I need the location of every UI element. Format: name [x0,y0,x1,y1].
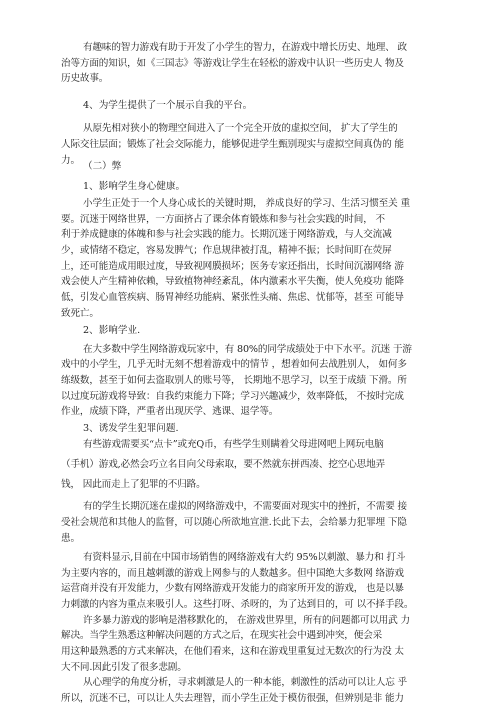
text-line: 少，或情绪不稳定，容易发脾气；作息规律被打乱，精神不振；长时间盯在荧屏 [61,244,392,256]
text-line: 戏会使人产生精神依赖，导致植物神经紊乱，体内激素水平失衡，使人免疫功 能降 [61,276,404,288]
text-line: 历史故事。 [61,73,109,85]
text-line: 作业，成绩下降，严重者出现厌学、逃课、退学等。 [61,406,279,418]
text-line: 有些游戏需要买“点卡”或充Q币，有些学生则瞒着父母进网吧上网玩电脑 [83,438,384,450]
text-line: 小学生正处于一个人身心成长的关键时期， 养成良好的学习、生活习惯至关 重 [83,197,410,209]
text-line: 受社会规范和其他人的监督，可以随心所欲地宣泄.长此下去，会给暴力犯罪埋 下隐 [61,516,407,528]
text-line: 用这种最熟悉的方式来解决，在他们看来，这和在游戏里重复过无数次的行为没 太 [61,646,404,657]
text-line: 力刺激的内容为重点来吸引人。这些打呀、杀呀的，为了达到目的，可 以不择手段。 [61,598,414,610]
section-heading: （二）弊 [83,161,122,172]
text-line: 解决。当学生熟悉这种解决问题的方式之后，在现实社会中遇到冲突，便会采 [61,630,383,642]
text-line: 有趣味的智力游戏有助于开发了小学生的智力，在游戏中增长历史、地理、 政 [83,42,407,53]
text-line: 练级数，甚至于如何去盗取别人的账号等， 长期地不思学习，以至于成绩 下滑。所 [61,374,407,386]
text-line: 以过度玩游戏将导致：自我约束能力下降；学习兴趣减少，效率降低， 不按时完成 [61,390,404,402]
section-heading: 1、影响学生身心健康。 [83,181,186,193]
text-line: 钱， 因此而走上了犯罪的不归路。 [61,479,206,491]
text-line: 在大多数中学生网络游戏玩家中，有 80%的同学成绩处于中下水平。沉迷 于游 [83,343,412,355]
text-line: 有的学生长期沉迷在虚拟的网络游戏中，不需要面对现实中的挫折，不需要 接 [83,501,407,513]
section-heading: 2、影响学业. [83,325,141,337]
text-line: 要。沉迷于网络世界，一方面挤占了课余体育锻炼和参与社会实践的时间， 不 [61,213,385,225]
text-line: （手机）游戏,必然会巧立名目向父母索取，要不然就东拼西凑、挖空心思地弄 [61,458,385,470]
text-line: 利于养成健康的体魄和参与社会实践的能力。长期沉迷于网络游戏，与人交流减 [61,229,392,241]
text-line: 从心理学的角度分析，寻求刺激是人的一种本能，刺激性的活动可以让人忘 乎 [83,677,407,689]
text-line: 许多暴力游戏的影响是潜移默化的， 在游戏世界里，所有的问题都可以用武 力 [83,614,410,626]
text-line: 低，引发心血管疾病、肠胃神经功能病、紧张性头痛、焦虑、忧郁等，甚至 可能导 [61,291,404,303]
text-line: 致死亡。 [61,307,99,319]
text-line: 人际交往层面；锻炼了社会交际能力，能够促进学生甄别现实与虚拟空间真伪的 能 [61,138,404,150]
text-line: 力。 [61,154,80,166]
section-heading: 3、诱发学生犯罪问题. [83,422,179,434]
text-line: 戏中的小学生，几乎无时无刻不想着游戏中的情节 ，想着如何去战胜别人， 如何多 [61,359,407,371]
text-line: 所以，沉迷不已，可以让人失去理智，而小学生正处于模仿很强，但辨别是非 能力 [61,693,404,704]
text-line: 从原先相对狭小的物理空间进入了一个完全开放的虚拟空间， 扩大了学生的 [83,123,398,135]
text-line: 大不同.因此引发了很多悲剧。 [61,661,187,673]
text-line: 治等方面的知识，如《三国志》等游戏让学生在轻松的游戏中认识一些历史人 物及 [61,57,404,69]
text-line: 为主要内容的，而且越刺激的游戏上网参与的人数越多。但中国绝大多数网 络游戏 [61,567,404,579]
text-line: 上，还可能造成用眼过度，导致视网膜损坏；医务专家还指出，长时间沉溺网络 游 [61,260,404,272]
section-heading: 4、为学生提供了一个展示自我的平台。 [83,100,253,112]
text-line: 运营商并没有开发能力，少数有网络游戏开发能力的商家所开发的游戏， 也是以暴 [61,583,404,595]
text-line: 有资料显示,目前在中国市场销售的网络游戏有大约 95%以刺激、暴力和 打斗 [83,551,406,563]
text-line: 患。 [61,532,80,544]
